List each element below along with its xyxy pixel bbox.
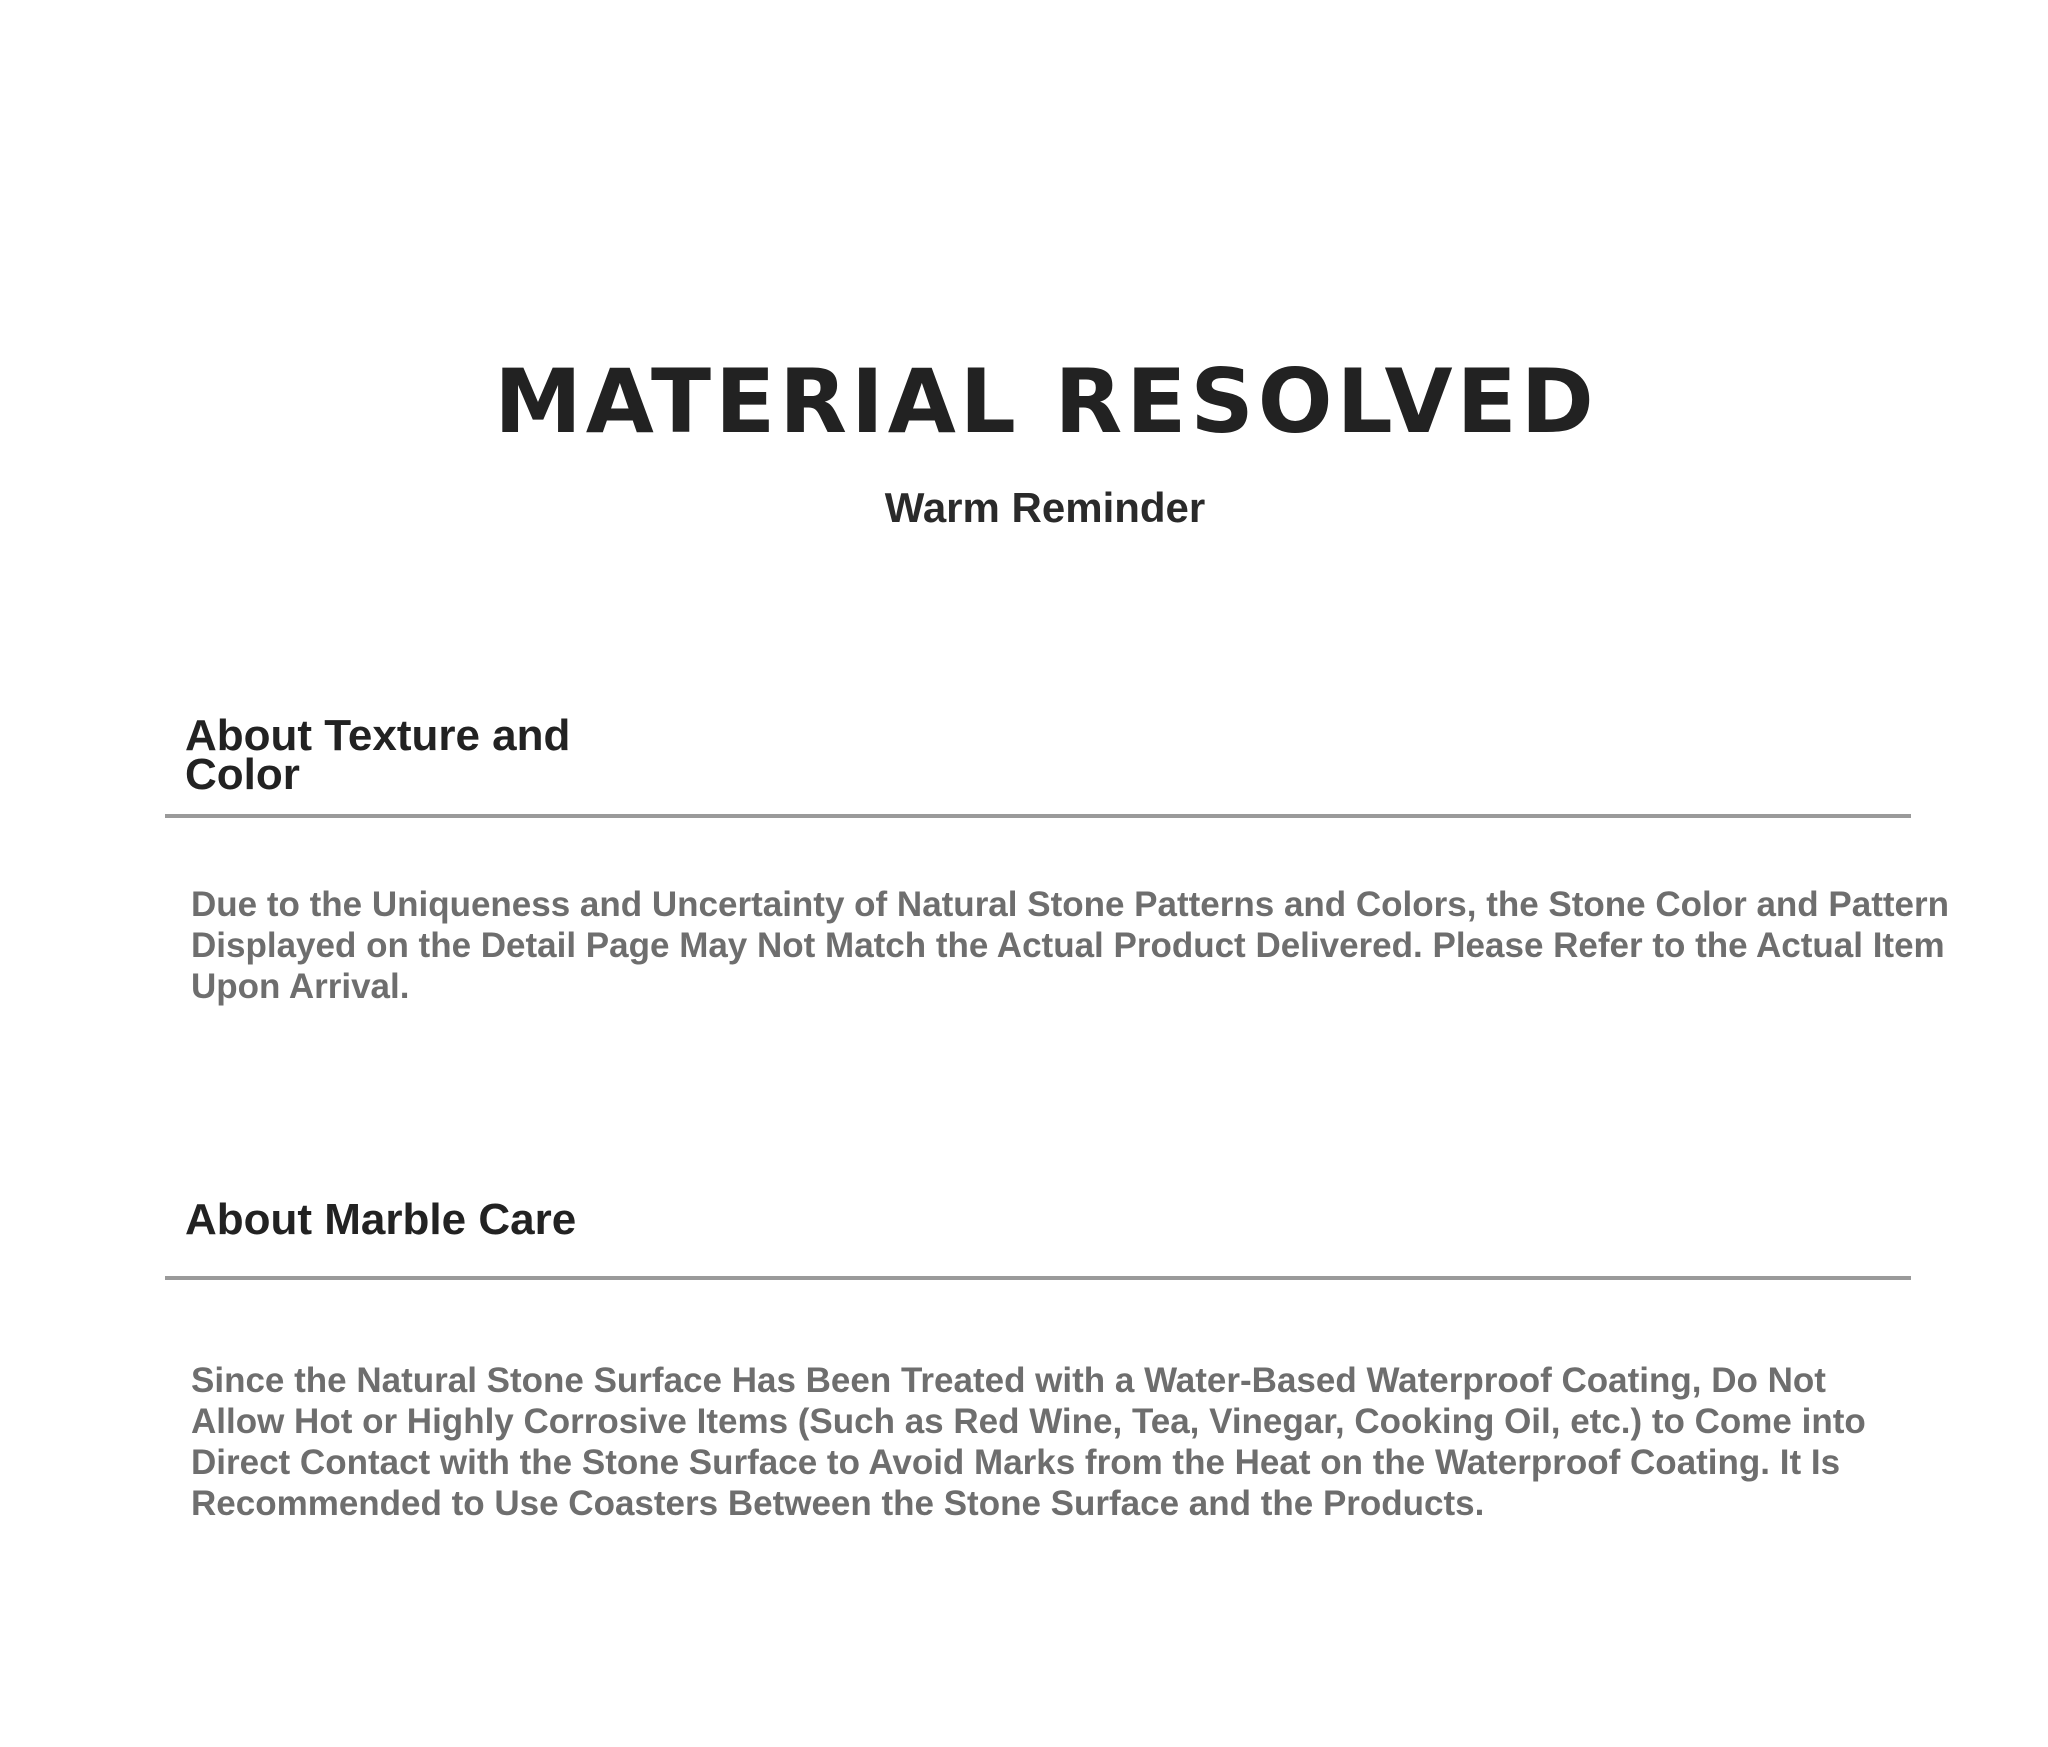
section-divider bbox=[165, 814, 1911, 818]
page-subtitle: Warm Reminder bbox=[884, 484, 1206, 531]
section-title-texture-color: About Texture and Color bbox=[185, 711, 571, 799]
section-body-marble-care: Since the Natural Stone Surface Has Been Treated with a Water-Based Waterproof Coating, Do Not Allow Hot or Highly Corrosive Items (Such as Red Wine, Tea, Vinegar, Cooking Oil, etc.) to Come into Direct Contact with the Stone Surface to Avoid Marks from the Heat on the Waterproof Coating. It Is Recommended to Use Coasters Between the Stone Surface and the Products. bbox=[191, 1361, 1866, 1523]
section-body-texture-color: Due to the Uniqueness and Uncertainty of Natural Stone Patterns and Colors, the Stone Color and Pattern Displayed on the Detail Page May Not Match the Actual Product Delivered. Please Refer to the Actual Item Upon Arrival. bbox=[191, 885, 1949, 1006]
section-divider bbox=[165, 1276, 1911, 1280]
brand-title: MATERIAL RESOLVED bbox=[494, 350, 1598, 453]
section-title-marble-care: About Marble Care bbox=[185, 1195, 577, 1244]
